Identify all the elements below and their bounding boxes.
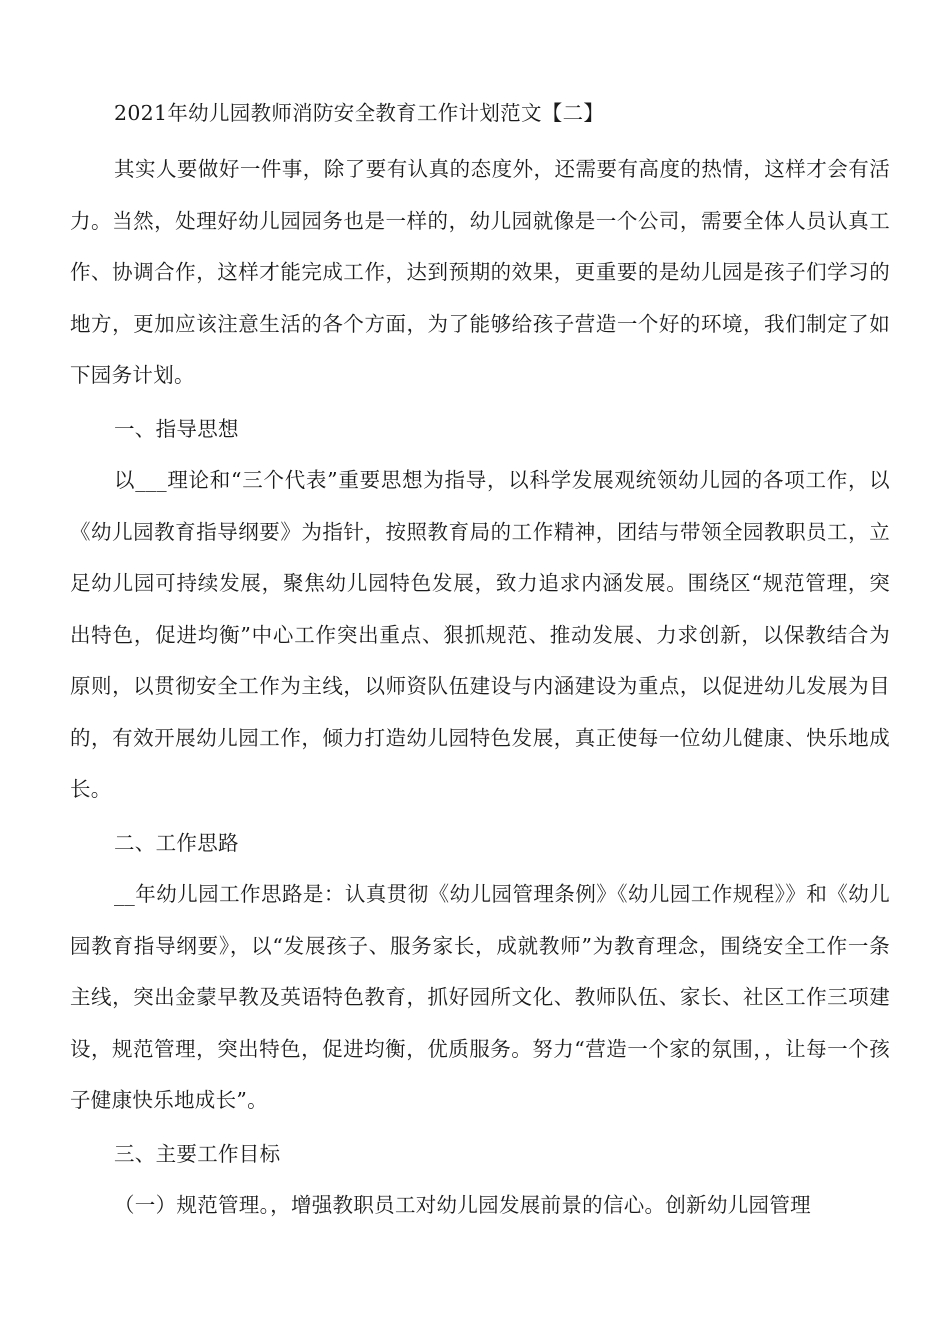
document-title: 2021年幼儿园教师消防安全教育工作计划范文【二】	[114, 101, 605, 125]
intro-paragraph: 其实人要做好一件事，除了要有认真的态度外，还需要有高度的热情，这样才会有活力。当然，处理好幼儿园园务也是一样的，幼儿园就像是一个公司，需要全体人员认真工作、协调合作，这样才能完成工作，达到预期的效果，更重要的是幼儿园是孩子们学习的地方，更加应该注意生活的各个方面，为了能够给孩子营造一个好的环境，我们制定了如下园务计划。	[70, 157, 890, 387]
section-heading-work-approach: 二、工作思路	[114, 830, 239, 855]
section-heading-guiding-ideology: 一、指导思想	[114, 416, 239, 441]
section-body-work-approach: __年幼儿园工作思路是：认真贯彻《幼儿园管理条例》《幼儿园工作规程》》和《幼儿园教育指导纲要》，以“发展孩子、服务家长，成就教师”为教育理念，围绕安全工作一条主线，突出金蒙早教及英语特色教育，抓好园所文化、教师队伍、家长、社区工作三项建设，规范管理，突出特色，促进均衡，优质服务。努力“营造一个家的氛围，，让每一个孩子健康快乐地成长”。	[70, 882, 890, 1112]
document-body	[70, 90, 890, 1232]
section-body-guiding-ideology: 以___理论和“三个代表”重要思想为指导，以科学发展观统领幼儿园的各项工作，以《幼儿园教育指导纲要》为指针，按照教育局的工作精神，团结与带领全园教职员工，立足幼儿园可持续发展，聚焦幼儿园特色发展，致力追求内涵发展。围绕区“规范管理，突出特色，促进均衡”中心工作突出重点、狠抓规范、推动发展、力求创新，以保教结合为原则，以贯彻安全工作为主线，以师资队伍建设与内涵建设为重点，以促进幼儿发展为目的，有效开展幼儿园工作，倾力打造幼儿园特色发展，真正使每一位幼儿健康、快乐地成长。	[70, 468, 890, 801]
section-item-standardized-management: （一）规范管理。，增强教职员工对幼儿园发展前景的信心。创新幼儿园管理	[114, 1193, 811, 1217]
section-heading-main-goals: 三、主要工作目标	[114, 1141, 281, 1166]
